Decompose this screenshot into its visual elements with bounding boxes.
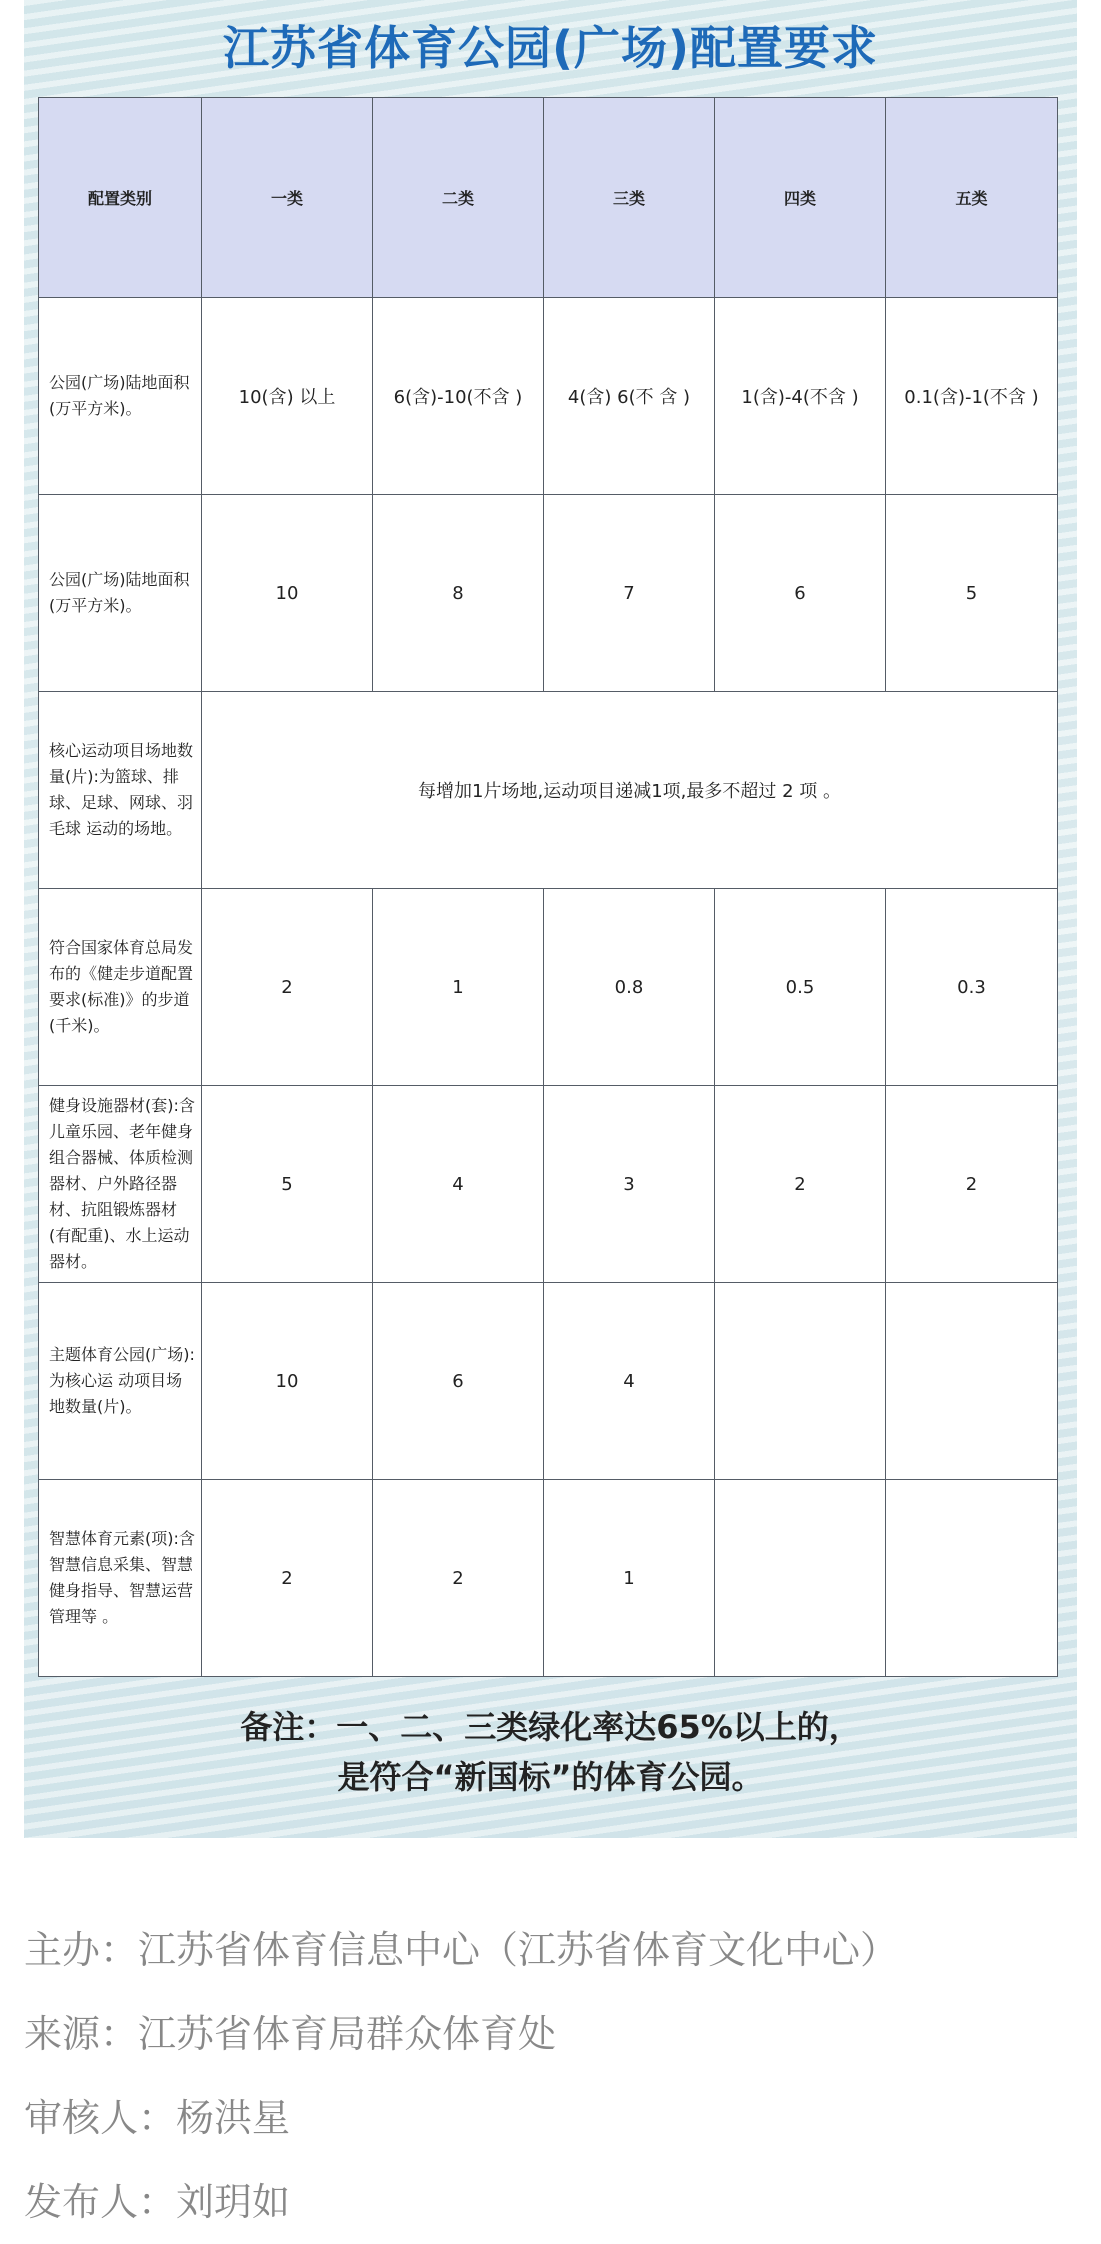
- row-label: 公园(广场)陆地面积(万平方米)。: [39, 495, 202, 692]
- table-cell: 5: [886, 495, 1058, 692]
- footnote: [24, 1702, 1077, 1802]
- row-label: 核心运动项目场地数量(片):为篮球、排球、足球、网球、羽毛球 运动的场地。: [39, 692, 202, 889]
- row-label: 主题体育公园(广场):为核心运 动项目场地数量(片)。: [39, 1283, 202, 1480]
- table-cell: 10(含) 以上: [202, 298, 373, 495]
- table-row: [39, 692, 1058, 889]
- header-cell-category: 配置类别: [39, 98, 202, 298]
- table-cell: 8: [373, 495, 544, 692]
- table-cell: [886, 1480, 1058, 1677]
- footnote-line-1: 备注：一、二、三类绿化率达65%以上的，: [240, 1708, 861, 1746]
- header-cell-class-4: 四类: [715, 98, 886, 298]
- credit-organizer: 主办：江苏省体育信息中心（江苏省体育文化中心）: [24, 1928, 899, 1972]
- table-cell: 0.3: [886, 889, 1058, 1086]
- table-row: [39, 1480, 1058, 1677]
- header-cell-class-2: 二类: [373, 98, 544, 298]
- table-cell: 0.8: [544, 889, 715, 1086]
- table-cell: 2: [202, 889, 373, 1086]
- table-cell: 1: [544, 1480, 715, 1677]
- poster-image: [24, 0, 1077, 1838]
- merged-cell: 每增加1片场地,运动项目递减1项,最多不超过 2 项 。: [202, 692, 1058, 889]
- table-row: [39, 495, 1058, 692]
- table-cell: 4(含) 6(不 含 ): [544, 298, 715, 495]
- table-cell: 6: [373, 1283, 544, 1480]
- header-cell-class-1: 一类: [202, 98, 373, 298]
- row-label: 健身设施器材(套):含儿童乐园、老年健身组合器械、体质检测器材、户外路径器材、抗阻锻炼器材 (有配重)、水上运动器材。: [39, 1086, 202, 1283]
- table-cell: 0.1(含)-1(不含 ): [886, 298, 1058, 495]
- table-cell: 2: [715, 1086, 886, 1283]
- table-row: [39, 1086, 1058, 1283]
- table-cell: [715, 1283, 886, 1480]
- config-table: [38, 97, 1058, 1677]
- header-cell-class-3: 三类: [544, 98, 715, 298]
- table-cell: [715, 1480, 886, 1677]
- row-label: 符合国家体育总局发布的《健走步道配置要求(标准)》的步道(千米)。: [39, 889, 202, 1086]
- table-cell: 10: [202, 495, 373, 692]
- credit-reviewer: 审核人：杨洪星: [24, 2096, 291, 2140]
- table-row: [39, 889, 1058, 1086]
- table-cell: 10: [202, 1283, 373, 1480]
- poster-title: 江苏省体育公园(广场)配置要求: [222, 21, 879, 75]
- table-cell: 4: [373, 1086, 544, 1283]
- table-cell: 2: [373, 1480, 544, 1677]
- credits-section: [24, 1908, 1084, 2244]
- table-row: [39, 298, 1058, 495]
- table-cell: 4: [544, 1283, 715, 1480]
- table-cell: 6: [715, 495, 886, 692]
- table-cell: 0.5: [715, 889, 886, 1086]
- table-cell: 2: [886, 1086, 1058, 1283]
- row-label: 公园(广场)陆地面积(万平方米)。: [39, 298, 202, 495]
- table-cell: 1(含)-4(不含 ): [715, 298, 886, 495]
- table-cell: [886, 1283, 1058, 1480]
- table-cell: 2: [202, 1480, 373, 1677]
- table-cell: 1: [373, 889, 544, 1086]
- credit-publisher: 发布人：刘玥如: [24, 2180, 291, 2224]
- table-header-row: [39, 98, 1058, 298]
- footnote-line-2: 是符合“新国标”的体育公园。: [337, 1758, 764, 1796]
- header-cell-class-5: 五类: [886, 98, 1058, 298]
- table-cell: 7: [544, 495, 715, 692]
- table-cell: 6(含)-10(不含 ): [373, 298, 544, 495]
- table-cell: 5: [202, 1086, 373, 1283]
- table-row: [39, 1283, 1058, 1480]
- credit-source: 来源：江苏省体育局群众体育处: [24, 2012, 557, 2056]
- table-cell: 3: [544, 1086, 715, 1283]
- row-label: 智慧体育元素(项):含智慧信息采集、智慧健身指导、智慧运营管理等 。: [39, 1480, 202, 1677]
